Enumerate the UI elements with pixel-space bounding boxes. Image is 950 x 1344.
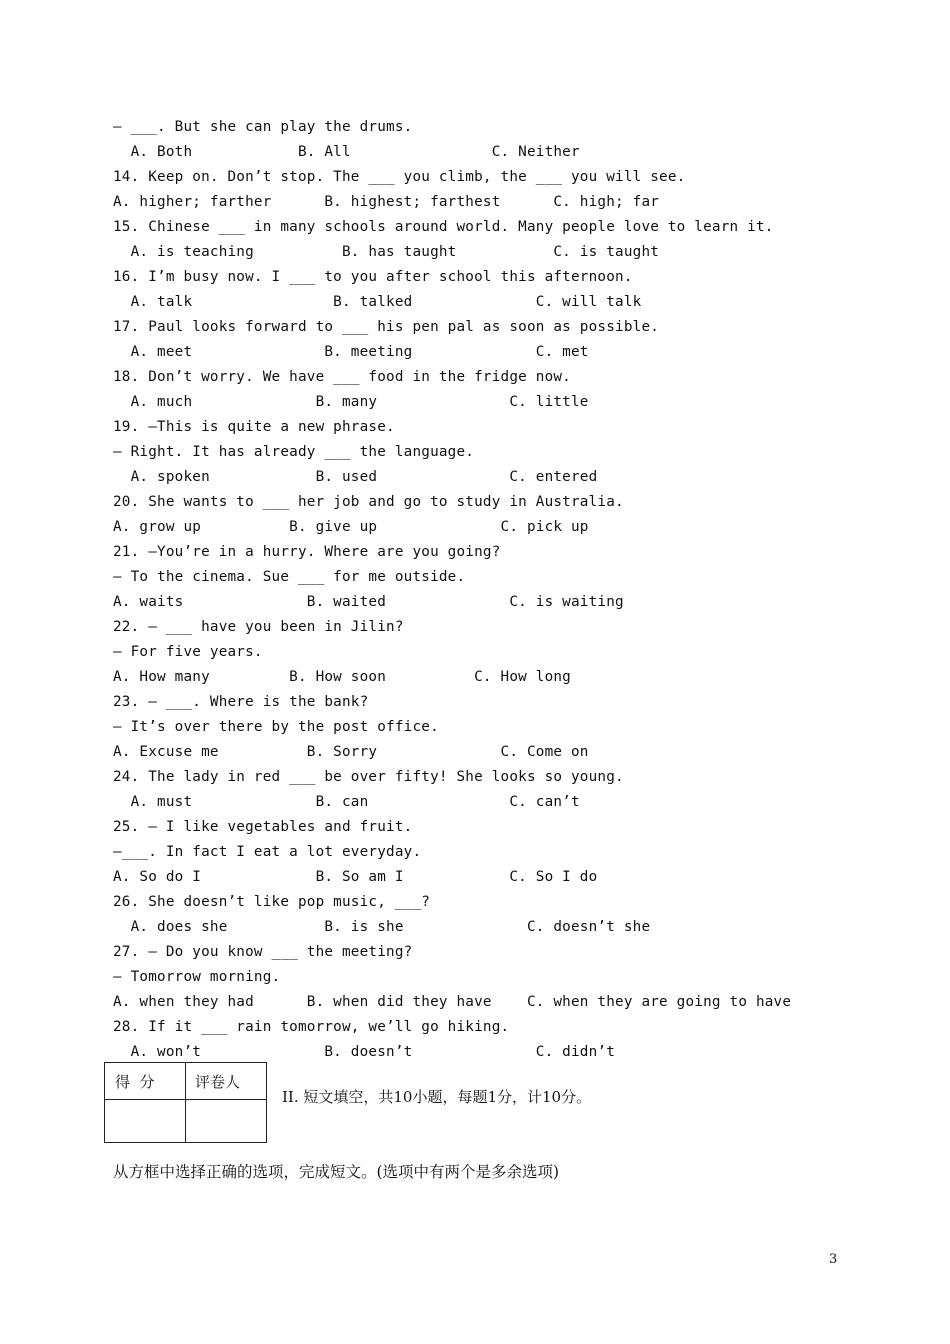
answer-options: A. when they had B. when did they have C. when they are going to have (113, 994, 792, 1010)
score-table (104, 1062, 267, 1143)
question-line: 26. She doesn’t like pop music, ___? (113, 894, 431, 910)
answer-options: A. won’t B. doesn’t C. didn’t (113, 1044, 616, 1060)
question-line: — To the cinema. Sue ___ for me outside. (113, 569, 466, 585)
question-line: — Right. It has already ___ the language. (113, 444, 475, 460)
grader-cell (186, 1100, 266, 1144)
question-line: 19. —This is quite a new phrase. (113, 419, 395, 435)
answer-options: A. grow up B. give up C. pick up (113, 519, 589, 535)
question-line: 27. — Do you know ___ the meeting? (113, 944, 413, 960)
question-line: — For five years. (113, 644, 263, 660)
question-line: — Tomorrow morning. (113, 969, 281, 985)
answer-options: A. higher; farther B. highest; farthest C. high; far (113, 194, 660, 210)
answer-options: A. waits B. waited C. is waiting (113, 594, 624, 610)
score-label: 得 分 (115, 1073, 155, 1091)
score-cell (105, 1100, 185, 1144)
answer-options: A. much B. many C. little (113, 394, 589, 410)
question-line: 28. If it ___ rain tomorrow, we’ll go hiking. (113, 1019, 510, 1035)
question-line: 14. Keep on. Don’t stop. The ___ you climb, the ___ you will see. (113, 169, 686, 185)
answer-options: A. So do I B. So am I C. So I do (113, 869, 598, 885)
answer-options: A. spoken B. used C. entered (113, 469, 598, 485)
answer-options: A. How many B. How soon C. How long (113, 669, 571, 685)
answer-options: A. must B. can C. can’t (113, 794, 580, 810)
answer-options: A. meet B. meeting C. met (113, 344, 589, 360)
page-number: 3 (829, 1252, 838, 1267)
section-title: II. 短文填空，共10小题，每题1分，计10分。 (282, 1088, 592, 1106)
answer-options: A. Both B. All C. Neither (113, 144, 580, 160)
question-line: — It’s over there by the post office. (113, 719, 439, 735)
instruction-text: 从方框中选择正确的选项，完成短文。(选项中有两个是多余选项) (113, 1163, 560, 1181)
answer-options: A. talk B. talked C. will talk (113, 294, 642, 310)
question-line: 23. — ___. Where is the bank? (113, 694, 369, 710)
question-line: 21. —You’re in a hurry. Where are you going? (113, 544, 501, 560)
grader-label: 评卷人 (195, 1073, 241, 1091)
question-line: — ___. But she can play the drums. (113, 119, 413, 135)
question-line: 15. Chinese ___ in many schools around world. Many people love to learn it. (113, 219, 774, 235)
answer-options: A. is teaching B. has taught C. is taught (113, 244, 660, 260)
question-line: 25. — I like vegetables and fruit. (113, 819, 413, 835)
answer-options: A. does she B. is she C. doesn’t she (113, 919, 651, 935)
question-line: 24. The lady in red ___ be over fifty! She looks so young. (113, 769, 624, 785)
question-line: —___. In fact I eat a lot everyday. (113, 844, 422, 860)
question-line: 20. She wants to ___ her job and go to study in Australia. (113, 494, 624, 510)
question-line: 16. I’m busy now. I ___ to you after school this afternoon. (113, 269, 633, 285)
question-line: 17. Paul looks forward to ___ his pen pal as soon as possible. (113, 319, 660, 335)
question-line: 22. — ___ have you been in Jilin? (113, 619, 404, 635)
question-line: 18. Don’t worry. We have ___ food in the fridge now. (113, 369, 571, 385)
answer-options: A. Excuse me B. Sorry C. Come on (113, 744, 589, 760)
